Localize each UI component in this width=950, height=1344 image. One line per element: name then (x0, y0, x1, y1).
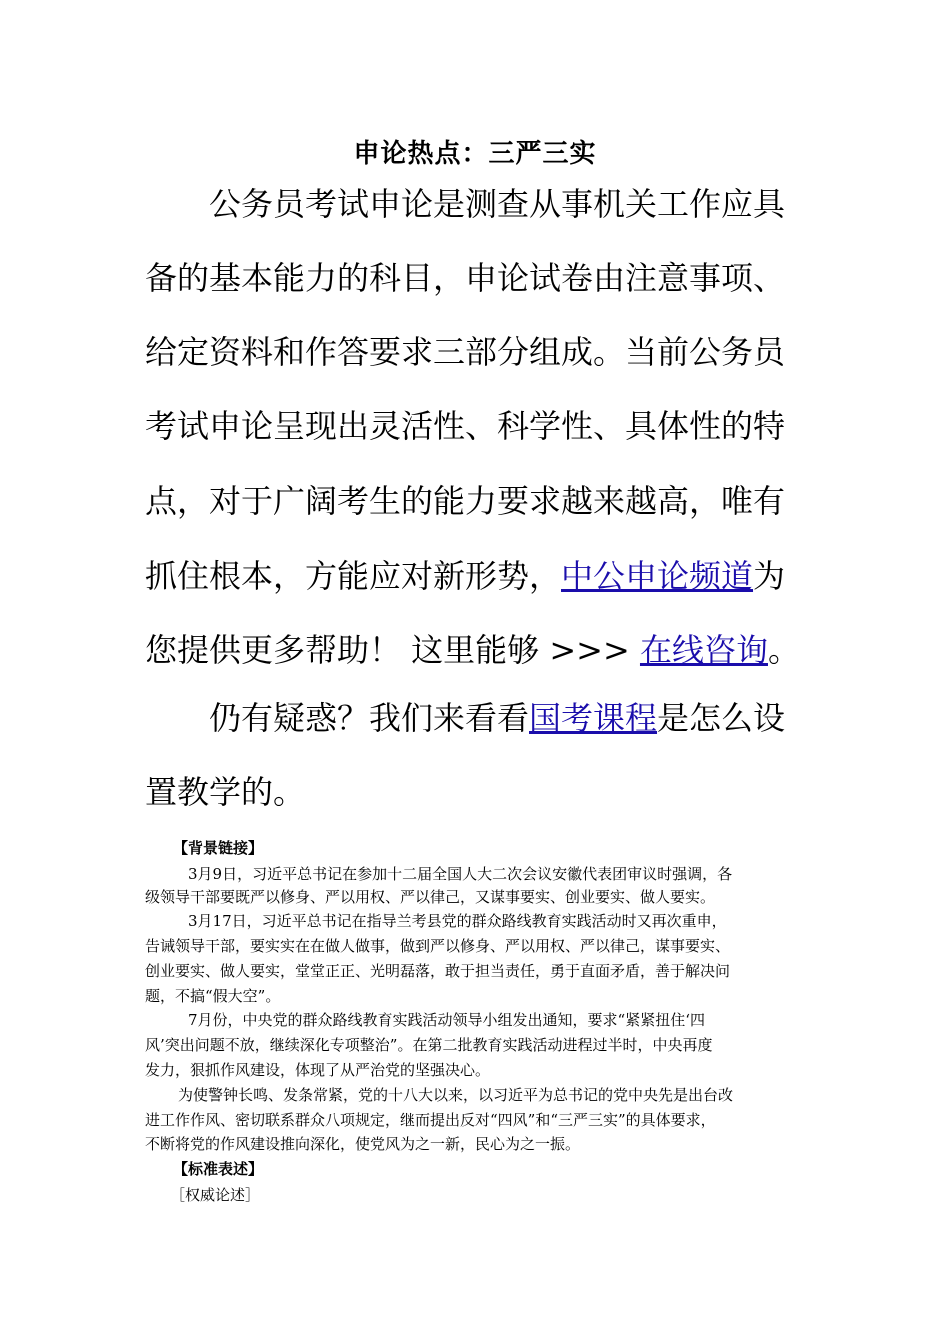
intro-line-8 (209, 698, 879, 738)
p2-line-1: 3月17日，习近平总书记在指导兰考县党的群众路线教育实践活动时又再次重申， (188, 912, 727, 930)
p4-line-2: 进工作作风、密切联系群众八项规定，继而提出反对“四风”和“三严三实”的具体要求， (145, 1111, 716, 1129)
intro-line-2: 备的基本能力的科目，申论试卷由注意事项、 (145, 259, 786, 297)
intro-line-1: 公务员考试申论是测查从事机关工作应具 (209, 185, 786, 223)
standard-heading: 【标准表述】 (173, 1160, 264, 1178)
intro-line-6 (145, 556, 815, 596)
intro-line-3: 给定资料和作答要求三部分组成。当前公务员 (145, 333, 786, 371)
p1-line-1: 3月9日，习近平总书记在参加十二届全国人大二次会议安徽代表团审议时强调，各 (188, 865, 733, 883)
channel-link[interactable]: 中公申论频道 (561, 557, 754, 595)
intro-line-4: 考试申论呈现出灵活性、科学性、具体性的特 (145, 407, 786, 445)
p2-line-3: 创业要实、做人要实，堂堂正正、光明磊落，敢于担当责任，勇于直面矛盾，善于解决问 (145, 962, 731, 980)
p2-line-2: 告诫领导干部，要实实在在做人做事，做到严以修身、严以用权、严以律己，谋事要实、 (145, 937, 731, 955)
intro-line-7 (145, 630, 815, 670)
p4-line-3: 不断将党的作风建设推向深化，使党风为之一新，民心为之一振。 (145, 1135, 581, 1153)
intro-line-5: 点，对于广阔考生的能力要求越来越高，唯有 (145, 482, 786, 520)
p2-line-4: 题，不搞“假大空”。 (145, 987, 281, 1005)
intro-line-8-tail: 是怎么设 (657, 699, 786, 737)
intro-line-6-text: 抓住根本，方能应对新形势， (145, 557, 562, 595)
page-title: 申论热点：三严三实 (353, 139, 597, 169)
intro-line-6-tail: 为 (753, 557, 786, 595)
intro-line-8-text: 仍有疑惑？我们来看看 (209, 699, 530, 737)
p3-line-2: 风’突出问题不放，继续深化专项整治”。在第二批教育实践活动进程过半时，中央再度 (145, 1036, 713, 1054)
intro-line-7-text: 您提供更多帮助！ 这里能够 >>> (145, 631, 640, 669)
p1-line-2: 级领导干部要既严以修身、严以用权、严以律己，又谋事要实、创业要实、做人要实。 (145, 888, 716, 906)
p3-line-3: 发力，狠抓作风建设，体现了从严治党的坚强决心。 (145, 1061, 491, 1079)
online-consult-link[interactable]: 在线咨询 (639, 631, 768, 669)
p4-line-1: 为使警钟长鸣、发条常紧，党的十八大以来，以习近平为总书记的党中央先是出台改 (178, 1086, 734, 1104)
intro-line-9: 置教学的。 (145, 773, 306, 811)
p3-line-1: 7月份，中央党的群众路线教育实践活动领导小组发出通知，要求“紧紧扭住‘四 (188, 1011, 705, 1029)
background-heading: 【背景链接】 (173, 839, 264, 857)
intro-line-7-tail: 。 (767, 631, 800, 669)
authority-heading: ［权威论述］ (170, 1186, 261, 1204)
course-link[interactable]: 国考课程 (529, 699, 658, 737)
